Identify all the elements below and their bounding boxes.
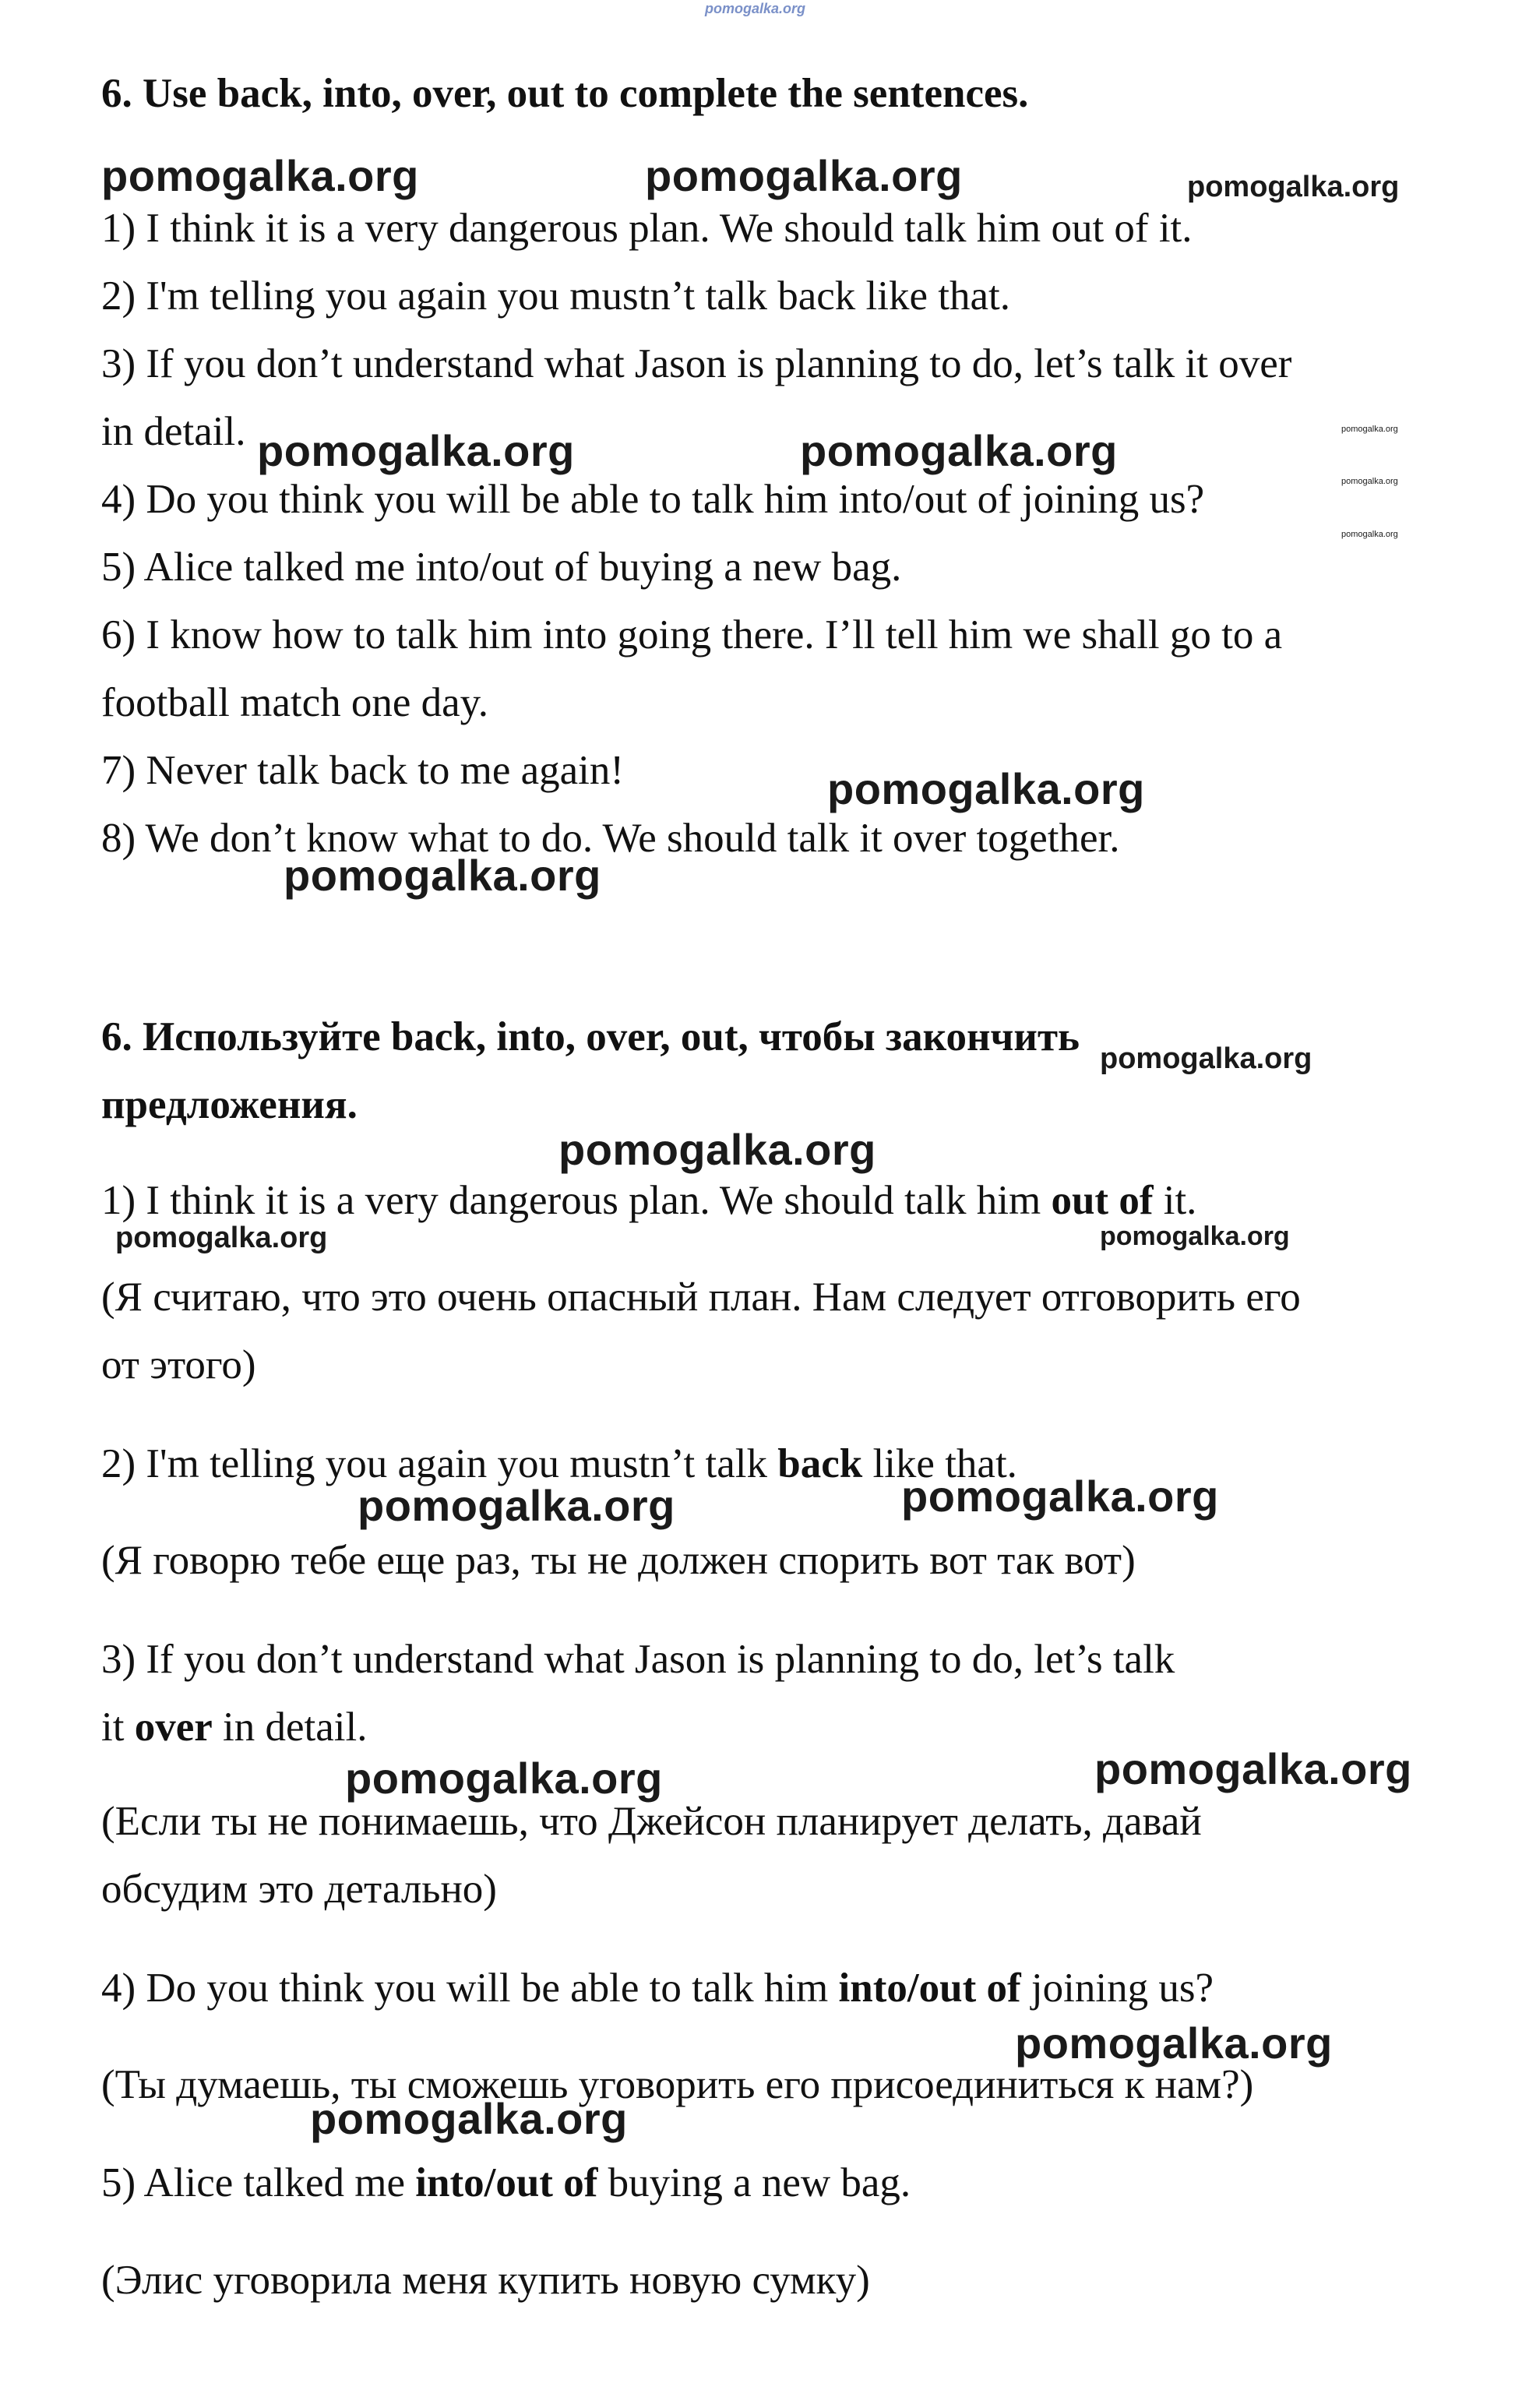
exercise-heading-ru-cont: предложения. — [101, 1082, 358, 1127]
answer-sentence: 3) If you don’t understand what Jason is planning to do, let’s talk — [101, 1637, 1175, 1682]
answer-word: into/out of — [415, 2160, 598, 2205]
watermark: pomogalka.org — [1094, 1744, 1412, 1793]
answer-sentence: 4) Do you think you will be able to talk him into/out of joining us? — [101, 1966, 1214, 2011]
watermark: pomogalka.org — [101, 151, 419, 200]
translation-line: (Элис уговорила меня купить новую сумку) — [101, 2258, 870, 2303]
translation-line: (Я говорю тебе еще раз, ты не должен спорить вот так вот) — [101, 1538, 1136, 1583]
answer-sentence: 1) I think it is a very dangerous plan. We should talk him out of it. — [101, 1178, 1197, 1223]
answer-word: out of — [1051, 1178, 1154, 1223]
watermark: pomogalka.org — [257, 426, 575, 475]
watermark: pomogalka.org — [1187, 171, 1400, 203]
watermark: pomogalka.org — [800, 426, 1118, 475]
sentence-line: 7) Never talk back to me again! — [101, 748, 625, 793]
sentence-line: 5) Alice talked me into/out of buying a new bag. — [101, 545, 902, 590]
translation-line: (Я считаю, что это очень опасный план. Нам следует отговорить его — [101, 1275, 1301, 1320]
watermark: pomogalka.org — [1015, 2018, 1333, 2068]
watermark: pomogalka.org — [1341, 530, 1398, 539]
sentence-line: football match one day. — [101, 680, 488, 725]
watermark: pomogalka.org — [284, 851, 601, 900]
watermark: pomogalka.org — [1100, 1222, 1290, 1251]
watermark: pomogalka.org — [1341, 425, 1398, 434]
watermark: pomogalka.org — [645, 151, 963, 200]
watermark: pomogalka.org — [345, 1754, 663, 1803]
answer-word: over — [134, 1705, 213, 1750]
watermark: pomogalka.org — [827, 764, 1145, 813]
watermark: pomogalka.org — [115, 1222, 328, 1254]
answer-sentence: 5) Alice talked me into/out of buying a new bag. — [101, 2160, 911, 2205]
top-watermark: pomogalka.org — [705, 1, 806, 16]
sentence-line: 2) I'm telling you again you mustn’t talk back like that. — [101, 273, 1010, 319]
watermark: pomogalka.org — [310, 2094, 628, 2143]
exercise-heading-en: 6. Use back, into, over, out to complete the sentences. — [101, 71, 1029, 116]
sentence-line: 1) I think it is a very dangerous plan. We should talk him out of it. — [101, 206, 1193, 251]
watermark: pomogalka.org — [1100, 1042, 1312, 1075]
answer-sentence-cont: it over in detail. — [101, 1705, 368, 1750]
sentence-line: 8) We don’t know what to do. We should talk it over together. — [101, 816, 1120, 861]
translation-line: (Если ты не понимаешь, что Джейсон планирует делать, давай — [101, 1799, 1202, 1844]
answer-word: back — [777, 1441, 863, 1486]
sentence-line: in detail. — [101, 409, 246, 454]
watermark: pomogalka.org — [558, 1125, 876, 1174]
sentence-line: 4) Do you think you will be able to talk him into/out of joining us? — [101, 477, 1205, 522]
answer-word: into/out of — [838, 1966, 1021, 2011]
watermark: pomogalka.org — [358, 1481, 675, 1530]
watermark: pomogalka.org — [1341, 477, 1398, 486]
translation-line: от этого) — [101, 1342, 256, 1387]
exercise-heading-ru: 6. Используйте back, into, over, out, чтобы закончить — [101, 1014, 1080, 1059]
translation-line: обсудим это детально) — [101, 1867, 497, 1912]
watermark: pomogalka.org — [901, 1472, 1219, 1521]
sentence-line: 3) If you don’t understand what Jason is planning to do, let’s talk it over — [101, 341, 1292, 386]
translation-line: (Ты думаешь, ты сможешь уговорить его присоединиться к нам?) — [101, 2062, 1254, 2107]
sentence-line: 6) I know how to talk him into going there. I’ll tell him we shall go to a — [101, 612, 1283, 658]
answer-sentence: 2) I'm telling you again you mustn’t talk back like that. — [101, 1441, 1017, 1486]
